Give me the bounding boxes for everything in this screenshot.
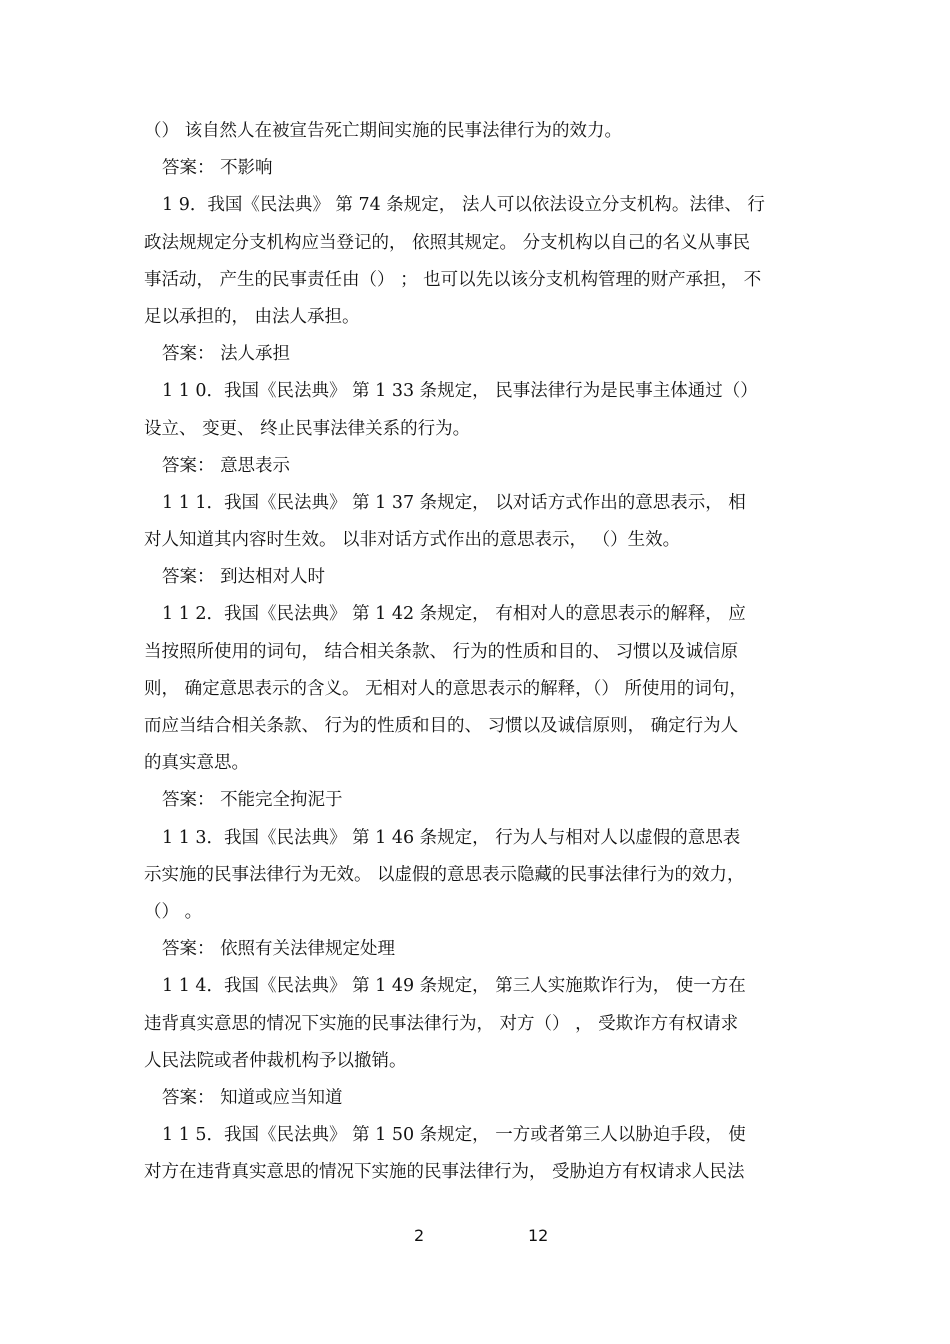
text-line: 答案： 法人承担 [162, 344, 291, 365]
text-line: 1 1 2．我国《民法典》 第 1 42 条规定， 有相对人的意思表示的解释， 应 [162, 604, 746, 625]
text-line: 人民法院或者仲裁机构予以撤销。 [144, 1050, 407, 1071]
text-line: 1 9．我国《民法典》 第 74 条规定， 法人可以依法设立分支机构。法律、 行 [162, 195, 765, 216]
text-line: 答案： 到达相对人时 [162, 567, 326, 588]
text-line: 答案： 不能完全拘泥于 [162, 790, 343, 811]
text-line: 而应当结合相关条款、 行为的性质和目的、 习惯以及诚信原则， 确定行为人 [144, 716, 739, 736]
page-number-right: 12 [528, 1226, 549, 1245]
text-line: （） 。 [144, 901, 203, 922]
text-line: （） 该自然人在被宣告死亡期间实施的民事法律行为的效力。 [144, 121, 623, 141]
text-line: 违背真实意思的情况下实施的民事法律行为， 对方（） ， 受欺诈方有权请求 [144, 1013, 739, 1034]
text-line: 答案： 不影响 [162, 158, 273, 179]
text-line: 则， 确定意思表示的含义。 无相对人的意思表示的解释，（） 所使用的词句， [144, 678, 747, 699]
text-line: 示实施的民事法律行为无效。 以虚假的意思表示隐藏的民事法律行为的效力， [144, 864, 745, 885]
text-line: 1 1 5．我国《民法典》 第 1 50 条规定， 一方或者第三人以胁迫手段， 使 [162, 1125, 746, 1146]
text-line: 1 1 1．我国《民法典》 第 1 37 条规定， 以对话方式作出的意思表示， 相 [162, 492, 746, 513]
text-line: 1 1 0．我国《民法典》 第 1 33 条规定， 民事法律行为是民事主体通过（） [162, 381, 758, 402]
text-line: 1 1 3．我国《民法典》 第 1 46 条规定， 行为人与相对人以虚假的意思表 [162, 827, 741, 848]
text-line: 答案： 知道或应当知道 [162, 1087, 343, 1108]
text-line: 对方在违背真实意思的情况下实施的民事法律行为， 受胁迫方有权请求人民法 [144, 1162, 745, 1183]
text-line: 对人知道其内容时生效。 以非对话方式作出的意思表示， （）生效。 [144, 530, 681, 551]
page-number-left: 2 [414, 1226, 425, 1245]
text-line: 足以承担的， 由法人承担。 [144, 306, 360, 327]
document-body [144, 113, 808, 1191]
text-line: 1 1 4．我国《民法典》 第 1 49 条规定， 第三人实施欺诈行为， 使一方在 [162, 976, 746, 997]
text-line: 当按照所使用的词句， 结合相关条款、 行为的性质和目的、 习惯以及诚信原 [144, 641, 739, 662]
text-line: 的真实意思。 [144, 753, 249, 774]
page-footer [0, 1226, 950, 1256]
text-line: 答案： 意思表示 [162, 455, 291, 476]
text-line: 设立、 变更、 终止民事法律关系的行为。 [144, 418, 471, 439]
text-line: 答案： 依照有关法律规定处理 [162, 939, 396, 960]
text-line: 事活动， 产生的民事责任由（） ； 也可以先以该分支机构管理的财产承担， 不 [144, 269, 762, 290]
text-line: 政法规规定分支机构应当登记的， 依照其规定。 分支机构以自己的名义从事民 [144, 232, 751, 253]
